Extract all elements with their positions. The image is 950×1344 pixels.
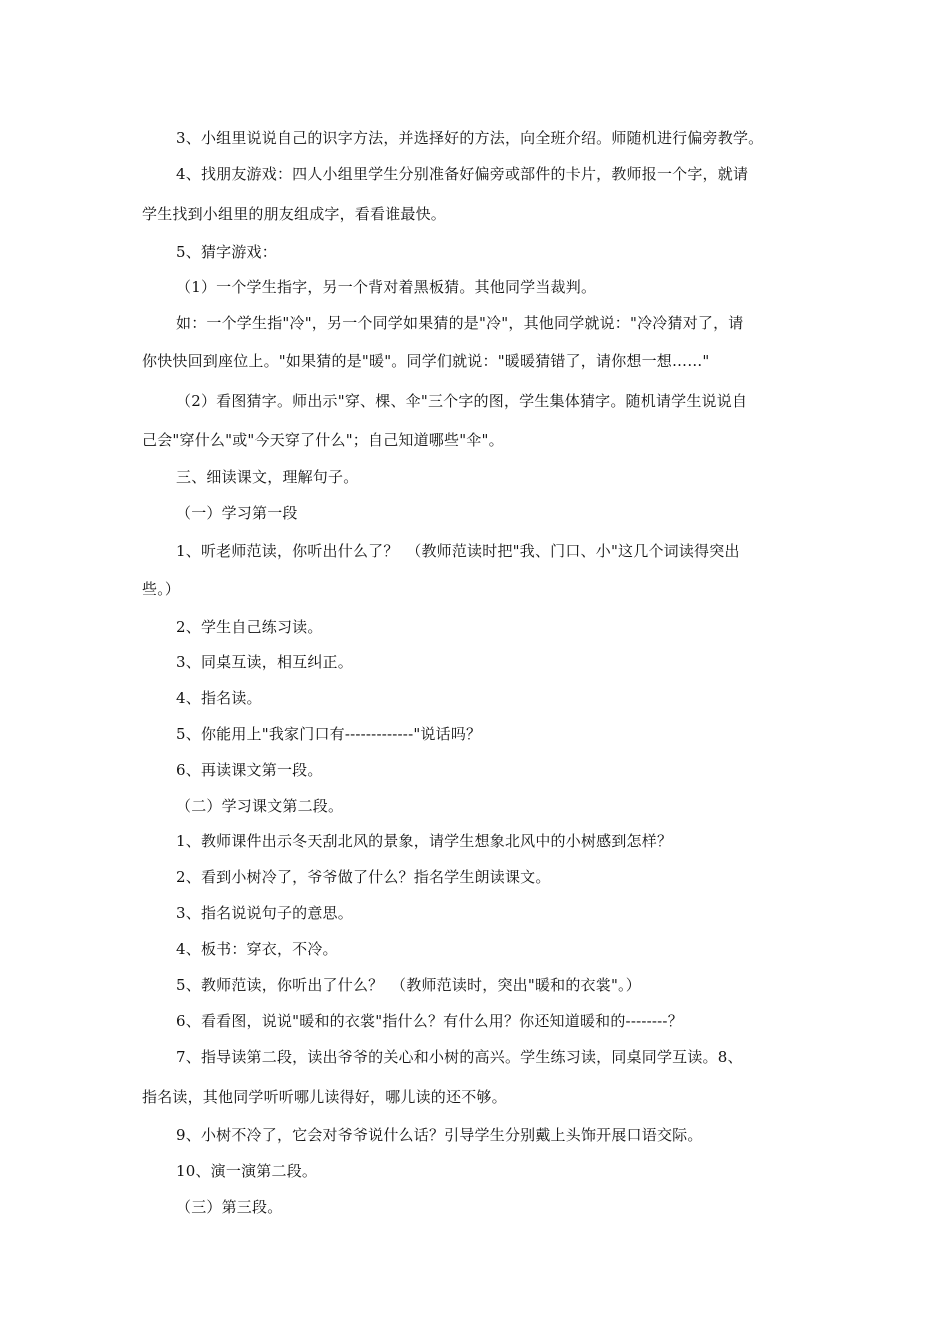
subsection-heading: （二）学习课文第二段。 — [176, 797, 344, 815]
text-line: 3、同桌互读，相互纠正。 — [176, 653, 353, 671]
section-heading: 三、细读课文，理解句子。 — [176, 468, 359, 486]
subsection-heading: （一）学习第一段 — [176, 504, 298, 522]
text-line: 10、演一演第二段。 — [176, 1162, 318, 1180]
text-line: 3、指名说说句子的意思。 — [176, 904, 353, 922]
text-line: 6、看看图，说说"暖和的衣裳"指什么？有什么用？你还知道暖和的--------？ — [176, 1012, 683, 1030]
text-line: 5、教师范读，你听出了什么？ （教师范读时，突出"暖和的衣裳"。） — [176, 976, 641, 994]
text-line: 指名读，其他同学听听哪儿读得好，哪儿读的还不够。 — [142, 1088, 507, 1106]
text-line: 2、看到小树冷了，爷爷做了什么？指名学生朗读课文。 — [176, 868, 551, 886]
text-line: 7、指导读第二段，读出爷爷的关心和小树的高兴。学生练习读，同桌同学互读。8、 — [176, 1048, 743, 1066]
text-line: 5、猜字游戏： — [176, 243, 277, 261]
text-line: 学生找到小组里的朋友组成字，看看谁最快。 — [142, 205, 447, 223]
text-line: 己会"穿什么"或"今天穿了什么"；自己知道哪些"伞"。 — [142, 431, 504, 449]
text-line: 如：一个学生指"冷"，另一个同学如果猜的是"冷"，其他同学就说："冷冷猜对了，请 — [176, 314, 744, 332]
text-line: 4、板书：穿衣，不冷。 — [176, 940, 338, 958]
text-line: （1）一个学生指字，另一个背对着黑板猜。其他同学当裁判。 — [176, 278, 597, 296]
text-line: 1、教师课件出示冬天刮北风的景象，请学生想象北风中的小树感到怎样？ — [176, 832, 673, 850]
text-line: （2）看图猜字。师出示"穿、棵、伞"三个字的图，学生集体猜字。随机请学生说说自 — [176, 392, 748, 410]
text-line: 2、学生自己练习读。 — [176, 618, 323, 636]
text-line: 4、找朋友游戏：四人小组里学生分别准备好偏旁或部件的卡片，教师报一个字，就请 — [176, 165, 749, 183]
text-line: 1、听老师范读，你听出什么了？ （教师范读时把"我、门口、小"这几个词读得突出 — [176, 542, 740, 560]
text-line: 9、小树不冷了，它会对爷爷说什么话？引导学生分别戴上头饰开展口语交际。 — [176, 1126, 703, 1144]
text-line: 些。） — [142, 580, 181, 598]
text-line: 4、指名读。 — [176, 689, 262, 707]
text-line: 你快快回到座位上。"如果猜的是"暖"。同学们就说："暖暖猜错了，请你想一想……" — [142, 352, 710, 370]
text-line: 6、再读课文第一段。 — [176, 761, 323, 779]
text-line: 3、小组里说说自己的识字方法，并选择好的方法，向全班介绍。师随机进行偏旁教学。 — [176, 129, 764, 147]
text-line: 5、你能用上"我家门口有-------------"说话吗？ — [176, 725, 482, 743]
subsection-heading: （三）第三段。 — [176, 1198, 283, 1216]
